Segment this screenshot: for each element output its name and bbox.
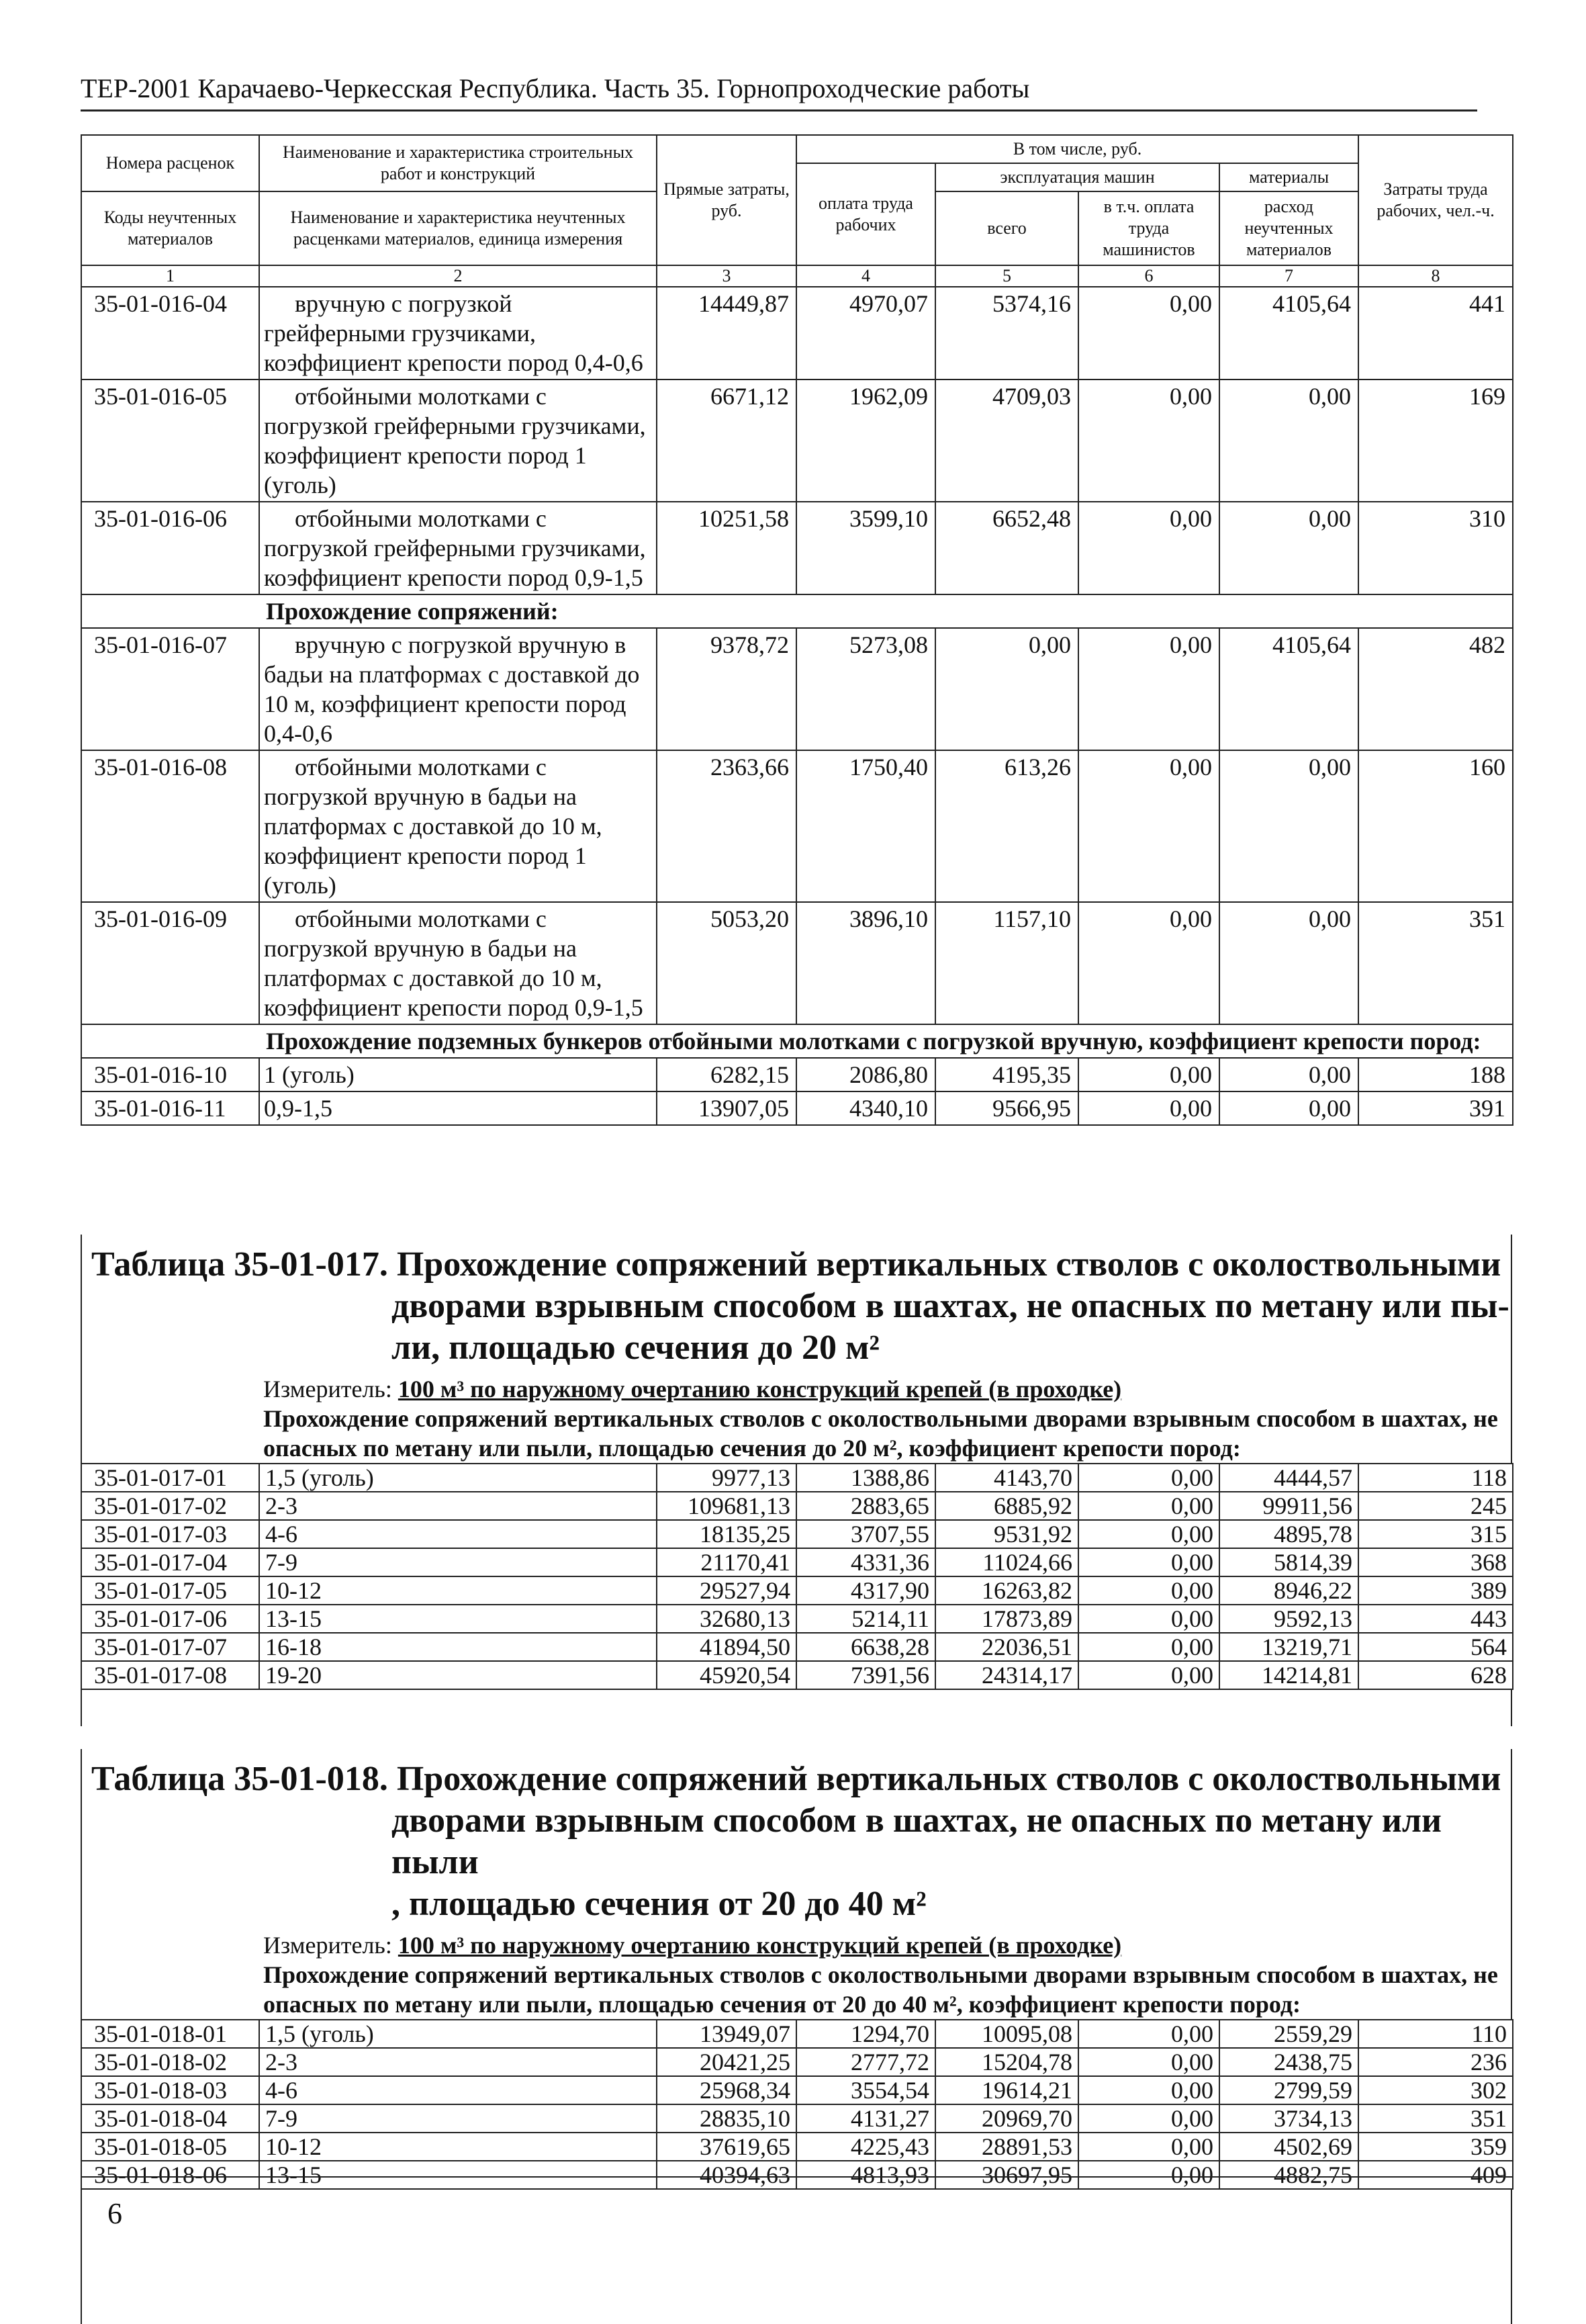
- machine-cost: 15204,78: [935, 2048, 1078, 2076]
- page-bottom-rule: [81, 2176, 1512, 2178]
- table-35-01-018: [81, 2019, 1513, 2190]
- worker-wage: 3599,10: [796, 502, 935, 594]
- direct-cost: 41894,50: [657, 1633, 796, 1661]
- direct-cost: 109681,13: [657, 1492, 796, 1520]
- head-machines-total: всего: [935, 191, 1078, 265]
- work-description-text: отбойными молотками с погрузкой вручную в бадьи на платформах с доставкой до 10 м, коэффициент крепости пород 0,9-1,5: [264, 905, 643, 1021]
- labor-hours: 110: [1358, 2020, 1513, 2048]
- labor-hours: 351: [1358, 2104, 1513, 2133]
- materials-cost: 4105,64: [1219, 628, 1358, 750]
- t18-intro: Прохождение сопряжений вертикальных стволов с околоствольными дворами взрывным способом в шахтах, не опасных по метану или пыли, площадью сечения от 20 до 40 м², коэффициент крепости пород:: [263, 1961, 1498, 2018]
- machinist-wage: 0,00: [1078, 2161, 1219, 2189]
- t18-title-line2: дворами взрывным способом в шахтах, не опасных по метану или пыли: [391, 1801, 1442, 1881]
- work-description: 10-12: [259, 2133, 657, 2161]
- machine-cost: 1157,10: [935, 902, 1078, 1024]
- page-header-title: ТЕР-2001 Карачаево-Черкесская Республика. Часть 35. Горнопроходческие работы: [81, 73, 1030, 103]
- materials-cost: 2559,29: [1219, 2020, 1358, 2048]
- head-codes-top: Номера расценок: [81, 135, 259, 191]
- labor-hours: 188: [1358, 1058, 1513, 1091]
- t17-title-line3: ли, площадью сечения до 20 м²: [391, 1329, 880, 1367]
- worker-wage: 2777,72: [796, 2048, 935, 2076]
- colnum: 8: [1358, 265, 1513, 287]
- machinist-wage: 0,00: [1078, 628, 1219, 750]
- worker-wage: 3554,54: [796, 2076, 935, 2104]
- machine-cost: 28891,53: [935, 2133, 1078, 2161]
- machine-cost: 6652,48: [935, 502, 1078, 594]
- t18-title-line3: , площадью сечения от 20 до 40 м²: [391, 1885, 927, 1923]
- worker-wage: 3707,55: [796, 1520, 935, 1548]
- head-incl: В том числе, руб.: [796, 135, 1358, 163]
- rate-code: 35-01-016-08: [81, 750, 259, 902]
- page-number: 6: [107, 2197, 122, 2230]
- t18-measure: [82, 1930, 1511, 1960]
- direct-cost: 37619,65: [657, 2133, 796, 2161]
- labor-hours: 169: [1358, 379, 1513, 502]
- machinist-wage: 0,00: [1078, 2104, 1219, 2133]
- materials-cost: 4895,78: [1219, 1520, 1358, 1548]
- table-row: [81, 287, 1513, 379]
- table-row: [81, 2020, 1513, 2048]
- rate-code: 35-01-017-06: [81, 1605, 259, 1633]
- materials-cost: 0,00: [1219, 1091, 1358, 1125]
- direct-cost: 21170,41: [657, 1548, 796, 1576]
- machinist-wage: 0,00: [1078, 379, 1219, 502]
- worker-wage: 4331,36: [796, 1548, 935, 1576]
- rate-code: 35-01-016-09: [81, 902, 259, 1024]
- materials-cost: 13219,71: [1219, 1633, 1358, 1661]
- machine-cost: 9531,92: [935, 1520, 1078, 1548]
- labor-hours: 409: [1358, 2161, 1513, 2189]
- labor-hours: 628: [1358, 1661, 1513, 1689]
- work-description: 13-15: [259, 2161, 657, 2189]
- rate-code: 35-01-018-05: [81, 2133, 259, 2161]
- labor-hours: 245: [1358, 1492, 1513, 1520]
- worker-wage: 3896,10: [796, 902, 935, 1024]
- t18-measure-unit: 100 м³ по наружному очертанию конструкций крепей (в проходке): [398, 1932, 1122, 1959]
- materials-cost: 4502,69: [1219, 2133, 1358, 2161]
- table-row: [81, 2133, 1513, 2161]
- work-description: 7-9: [259, 2104, 657, 2133]
- table-row: [81, 1548, 1513, 1576]
- materials-cost: 9592,13: [1219, 1605, 1358, 1633]
- machine-cost: 9566,95: [935, 1091, 1078, 1125]
- materials-cost: 8946,22: [1219, 1576, 1358, 1605]
- direct-cost: 10251,58: [657, 502, 796, 594]
- table-row: [81, 2161, 1513, 2189]
- table-35-01-018-title: [82, 1749, 1511, 1930]
- machinist-wage: 0,00: [1078, 1058, 1219, 1091]
- labor-hours: 368: [1358, 1548, 1513, 1576]
- section-heading-junctions: Прохождение сопряжений:: [259, 594, 1513, 628]
- direct-cost: 6282,15: [657, 1058, 796, 1091]
- table-row: [81, 1661, 1513, 1689]
- machinist-wage: 0,00: [1078, 1091, 1219, 1125]
- rate-code: 35-01-017-07: [81, 1633, 259, 1661]
- rate-code: 35-01-018-02: [81, 2048, 259, 2076]
- worker-wage: 1388,86: [796, 1464, 935, 1492]
- labor-hours: 389: [1358, 1576, 1513, 1605]
- rate-code: 35-01-017-01: [81, 1464, 259, 1492]
- machine-cost: 613,26: [935, 750, 1078, 902]
- machine-cost: 6885,92: [935, 1492, 1078, 1520]
- table-row: [81, 2048, 1513, 2076]
- table-35-01-017-block: [81, 1235, 1512, 1726]
- work-description: 2-3: [259, 2048, 657, 2076]
- materials-cost: 2799,59: [1219, 2076, 1358, 2104]
- machinist-wage: 0,00: [1078, 1548, 1219, 1576]
- labor-hours: 302: [1358, 2076, 1513, 2104]
- section-spacer: [81, 594, 259, 628]
- table-row: [81, 1576, 1513, 1605]
- head-machines-wage: в т.ч. оплата труда машинистов: [1078, 191, 1219, 265]
- rates-table-016: [81, 134, 1512, 1126]
- materials-cost: 0,00: [1219, 1058, 1358, 1091]
- work-description-text: отбойными молотками с погрузкой грейферными грузчиками, коэффициент крепости пород 0,9-1,5: [264, 505, 646, 591]
- head-codes-bottom: Коды неучтенных материалов: [81, 191, 259, 265]
- table-row: [81, 2076, 1513, 2104]
- rate-code: 35-01-017-03: [81, 1520, 259, 1548]
- machinist-wage: 0,00: [1078, 2133, 1219, 2161]
- labor-hours: 359: [1358, 2133, 1513, 2161]
- machinist-wage: 0,00: [1078, 1520, 1219, 1548]
- head-direct: Прямые затраты, руб.: [657, 135, 796, 265]
- machine-cost: 17873,89: [935, 1605, 1078, 1633]
- machinist-wage: 0,00: [1078, 2020, 1219, 2048]
- materials-cost: 3734,13: [1219, 2104, 1358, 2133]
- head-labor: Затраты труда рабочих, чел.-ч.: [1358, 135, 1513, 265]
- rate-code: 35-01-018-03: [81, 2076, 259, 2104]
- direct-cost: 13907,05: [657, 1091, 796, 1125]
- table-35-01-017: [81, 1463, 1513, 1690]
- table-row: [81, 750, 1513, 902]
- work-description: 4-6: [259, 1520, 657, 1548]
- machine-cost: 4195,35: [935, 1058, 1078, 1091]
- table-row: [81, 628, 1513, 750]
- machinist-wage: 0,00: [1078, 1605, 1219, 1633]
- machine-cost: 20969,70: [935, 2104, 1078, 2133]
- section-spacer: [81, 1024, 259, 1058]
- rate-code: 35-01-017-02: [81, 1492, 259, 1520]
- machine-cost: 16263,82: [935, 1576, 1078, 1605]
- head-wage: оплата труда рабочих: [796, 163, 935, 265]
- section-heading-bunkers: Прохождение подземных бункеров отбойными молотками с погрузкой вручную, коэффициент крепости пород:: [259, 1024, 1513, 1058]
- colnum: 2: [259, 265, 657, 287]
- work-description: 19-20: [259, 1661, 657, 1689]
- labor-hours: 351: [1358, 902, 1513, 1024]
- column-numbers: [81, 265, 1513, 287]
- direct-cost: 45920,54: [657, 1661, 796, 1689]
- rate-code: 35-01-016-10: [81, 1058, 259, 1091]
- direct-cost: 25968,34: [657, 2076, 796, 2104]
- labor-hours: 391: [1358, 1091, 1513, 1125]
- materials-cost: 0,00: [1219, 502, 1358, 594]
- work-description: 16-18: [259, 1633, 657, 1661]
- table-row: [81, 1605, 1513, 1633]
- table-row: [81, 379, 1513, 502]
- machine-cost: 5374,16: [935, 287, 1078, 379]
- t17-title-line1: Таблица 35-01-017. Прохождение сопряжений вертикальных стволов с околоствольными: [91, 1245, 1501, 1284]
- rate-code: 35-01-017-08: [81, 1661, 259, 1689]
- materials-cost: 0,00: [1219, 379, 1358, 502]
- colnum: 4: [796, 265, 935, 287]
- labor-hours: 441: [1358, 287, 1513, 379]
- machinist-wage: 0,00: [1078, 2076, 1219, 2104]
- direct-cost: 9378,72: [657, 628, 796, 750]
- worker-wage: 1962,09: [796, 379, 935, 502]
- machine-cost: 4143,70: [935, 1464, 1078, 1492]
- worker-wage: 4340,10: [796, 1091, 935, 1125]
- work-description-text: вручную с погрузкой грейферными грузчиками, коэффициент крепости пород 0,4-0,6: [264, 290, 643, 376]
- materials-cost: 4105,64: [1219, 287, 1358, 379]
- labor-hours: 564: [1358, 1633, 1513, 1661]
- labor-hours: 315: [1358, 1520, 1513, 1548]
- machine-cost: 0,00: [935, 628, 1078, 750]
- work-description: 4-6: [259, 2076, 657, 2104]
- machinist-wage: 0,00: [1078, 902, 1219, 1024]
- work-description: 1,5 (уголь): [259, 1464, 657, 1492]
- direct-cost: 14449,87: [657, 287, 796, 379]
- work-description: 7-9: [259, 1548, 657, 1576]
- head-machines: эксплуатация машин: [935, 163, 1219, 191]
- direct-cost: 5053,20: [657, 902, 796, 1024]
- labor-hours: 118: [1358, 1464, 1513, 1492]
- machinist-wage: 0,00: [1078, 1661, 1219, 1689]
- machine-cost: 19614,21: [935, 2076, 1078, 2104]
- work-description: 10-12: [259, 1576, 657, 1605]
- materials-cost: 0,00: [1219, 750, 1358, 902]
- materials-cost: 14214,81: [1219, 1661, 1358, 1689]
- worker-wage: 1294,70: [796, 2020, 935, 2048]
- labor-hours: 236: [1358, 2048, 1513, 2076]
- head-name-bottom: Наименование и характеристика неучтенных расценками материалов, единица измерения: [259, 191, 657, 265]
- t17-title-line2: дворами взрывным способом в шахтах, не опасных по метану или пы-: [391, 1287, 1509, 1325]
- rate-code: 35-01-016-05: [81, 379, 259, 502]
- worker-wage: 1750,40: [796, 750, 935, 902]
- direct-cost: 2363,66: [657, 750, 796, 902]
- table-row: [81, 2104, 1513, 2133]
- t18-title-line1: Таблица 35-01-018. Прохождение сопряжений вертикальных стволов с околоствольными: [91, 1760, 1501, 1798]
- direct-cost: 13949,07: [657, 2020, 796, 2048]
- worker-wage: 2086,80: [796, 1058, 935, 1091]
- labor-hours: 482: [1358, 628, 1513, 750]
- colnum: 3: [657, 265, 796, 287]
- work-description: [259, 502, 657, 594]
- machine-cost: 10095,08: [935, 2020, 1078, 2048]
- materials-cost: 4882,75: [1219, 2161, 1358, 2189]
- rate-code: 35-01-017-04: [81, 1548, 259, 1576]
- t18-measure-label: Измеритель:: [263, 1932, 398, 1959]
- machinist-wage: 0,00: [1078, 1492, 1219, 1520]
- colnum: 7: [1219, 265, 1358, 287]
- materials-cost: 99911,56: [1219, 1492, 1358, 1520]
- worker-wage: 7391,56: [796, 1661, 935, 1689]
- labor-hours: 443: [1358, 1605, 1513, 1633]
- table-row: [81, 1091, 1513, 1125]
- worker-wage: 4131,27: [796, 2104, 935, 2133]
- rate-code: 35-01-016-07: [81, 628, 259, 750]
- table-35-01-017-title: [82, 1235, 1511, 1374]
- colnum: 5: [935, 265, 1078, 287]
- table-row: [81, 1492, 1513, 1520]
- direct-cost: 28835,10: [657, 2104, 796, 2133]
- work-description: [259, 750, 657, 902]
- worker-wage: 6638,28: [796, 1633, 935, 1661]
- table-row: [81, 1520, 1513, 1548]
- rate-code: 35-01-018-04: [81, 2104, 259, 2133]
- machinist-wage: 0,00: [1078, 1633, 1219, 1661]
- materials-cost: 5814,39: [1219, 1548, 1358, 1576]
- work-description: [259, 287, 657, 379]
- t17-measure-label: Измеритель:: [263, 1376, 398, 1402]
- direct-cost: 6671,12: [657, 379, 796, 502]
- work-description: 13-15: [259, 1605, 657, 1633]
- labor-hours: 310: [1358, 502, 1513, 594]
- machine-cost: 30697,95: [935, 2161, 1078, 2189]
- machine-cost: 4709,03: [935, 379, 1078, 502]
- worker-wage: 4970,07: [796, 287, 935, 379]
- worker-wage: 4813,93: [796, 2161, 935, 2189]
- table-35-01-018-block: [81, 1749, 1512, 2324]
- work-description-text: вручную с погрузкой вручную в бадьи на платформах с доставкой до 10 м, коэффициент крепости пород 0,4-0,6: [264, 631, 640, 747]
- work-description: [259, 379, 657, 502]
- rate-code: 35-01-018-06: [81, 2161, 259, 2189]
- direct-cost: 9977,13: [657, 1464, 796, 1492]
- direct-cost: 20421,25: [657, 2048, 796, 2076]
- page-header: [81, 73, 1477, 111]
- machine-cost: 24314,17: [935, 1661, 1078, 1689]
- colnum: 1: [81, 265, 259, 287]
- direct-cost: 40394,63: [657, 2161, 796, 2189]
- table-row: [81, 1633, 1513, 1661]
- rate-code: 35-01-016-06: [81, 502, 259, 594]
- work-description: 2-3: [259, 1492, 657, 1520]
- worker-wage: 2883,65: [796, 1492, 935, 1520]
- head-name-top: Наименование и характеристика строительных работ и конструкций: [259, 135, 657, 191]
- work-description: 1 (уголь): [259, 1058, 657, 1091]
- rate-code: 35-01-018-01: [81, 2020, 259, 2048]
- worker-wage: 4317,90: [796, 1576, 935, 1605]
- materials-cost: 2438,75: [1219, 2048, 1358, 2076]
- machinist-wage: 0,00: [1078, 2048, 1219, 2076]
- table-row: [81, 502, 1513, 594]
- worker-wage: 5214,11: [796, 1605, 935, 1633]
- table-row: [81, 902, 1513, 1024]
- work-description: 1,5 (уголь): [259, 2020, 657, 2048]
- rate-code: 35-01-016-11: [81, 1091, 259, 1125]
- direct-cost: 18135,25: [657, 1520, 796, 1548]
- work-description-text: отбойными молотками с погрузкой грейферными грузчиками, коэффициент крепости пород 1 (уголь): [264, 383, 646, 498]
- machinist-wage: 0,00: [1078, 502, 1219, 594]
- worker-wage: 5273,08: [796, 628, 935, 750]
- labor-hours: 160: [1358, 750, 1513, 902]
- materials-cost: 0,00: [1219, 902, 1358, 1024]
- head-materials: материалы: [1219, 163, 1358, 191]
- machinist-wage: 0,00: [1078, 1464, 1219, 1492]
- machinist-wage: 0,00: [1078, 1576, 1219, 1605]
- machinist-wage: 0,00: [1078, 750, 1219, 902]
- machinist-wage: 0,00: [1078, 287, 1219, 379]
- materials-cost: 4444,57: [1219, 1464, 1358, 1492]
- work-description: [259, 902, 657, 1024]
- work-description: 0,9-1,5: [259, 1091, 657, 1125]
- t17-intro: Прохождение сопряжений вертикальных стволов с околоствольными дворами взрывным способом в шахтах, не опасных по метану или пыли, площадью сечения до 20 м², коэффициент крепости пород:: [263, 1405, 1498, 1462]
- colnum: 6: [1078, 265, 1219, 287]
- table-row: [81, 1058, 1513, 1091]
- head-materials-exp: расход неучтенных материалов: [1219, 191, 1358, 265]
- worker-wage: 4225,43: [796, 2133, 935, 2161]
- machine-cost: 22036,51: [935, 1633, 1078, 1661]
- machine-cost: 11024,66: [935, 1548, 1078, 1576]
- t17-measure-unit: 100 м³ по наружному очертанию конструкций крепей (в проходке): [398, 1376, 1122, 1402]
- rate-code: 35-01-016-04: [81, 287, 259, 379]
- direct-cost: 29527,94: [657, 1576, 796, 1605]
- direct-cost: 32680,13: [657, 1605, 796, 1633]
- work-description-text: отбойными молотками с погрузкой вручную в бадьи на платформах с доставкой до 10 м, коэффициент крепости пород 1 (уголь): [264, 754, 602, 899]
- work-description: [259, 628, 657, 750]
- t17-measure: [82, 1374, 1511, 1404]
- table-row: [81, 1464, 1513, 1492]
- rate-code: 35-01-017-05: [81, 1576, 259, 1605]
